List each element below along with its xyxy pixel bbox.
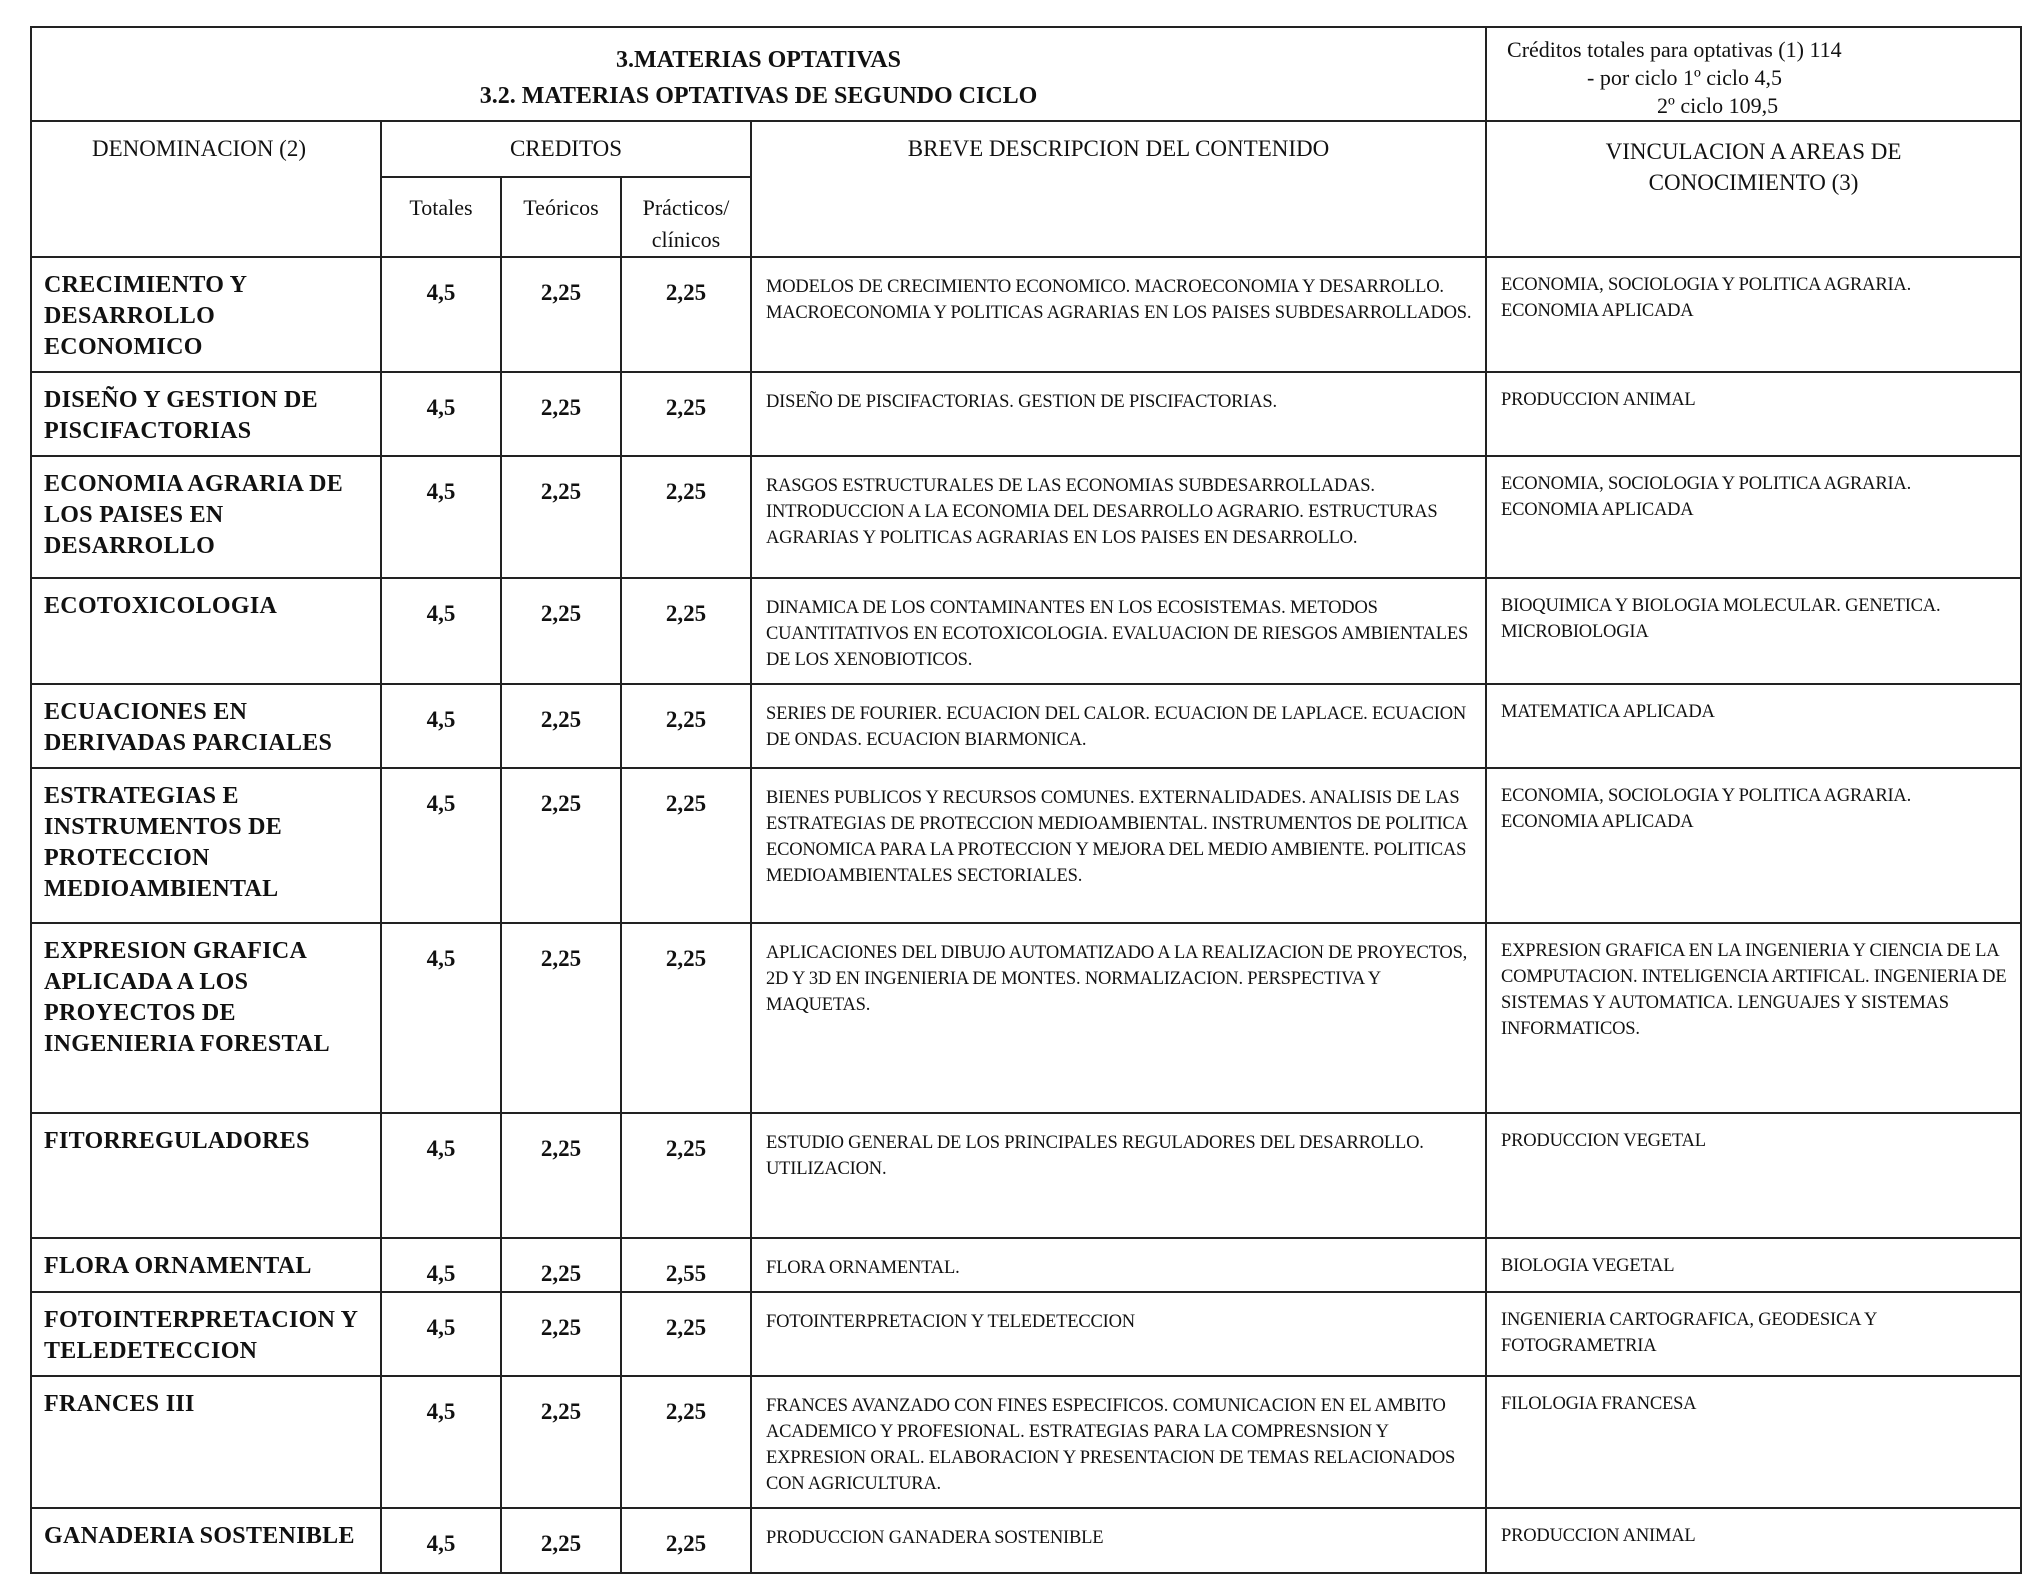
table-row (31, 257, 2021, 372)
document-subtitle: 3.2. MATERIAS OPTATIVAS DE SEGUNDO CICLO (479, 83, 1038, 109)
knowledge-area: PRODUCCION ANIMAL (1486, 1508, 2021, 1573)
credits-practicos: 2,25 (621, 1113, 751, 1238)
content-description: FOTOINTERPRETACION Y TELEDETECCION (751, 1292, 1486, 1376)
credits-totales: 4,5 (381, 684, 501, 768)
document-title: 3.MATERIAS OPTATIVAS (616, 47, 901, 73)
col-practicos: Prácticos/ clínicos (621, 177, 751, 257)
subject-name: ECOTOXICOLOGIA (31, 578, 381, 684)
credits-totales: 4,5 (381, 1292, 501, 1376)
column-header-row (31, 121, 2021, 177)
credits-teoricos: 2,25 (501, 1238, 621, 1292)
table-row (31, 1113, 2021, 1238)
credits-practicos: 2,25 (621, 372, 751, 456)
credits-totales: 4,5 (381, 1376, 501, 1508)
knowledge-area: ECONOMIA, SOCIOLOGIA Y POLITICA AGRARIA. ECONOMIA APLICADA (1486, 768, 2021, 923)
credits-practicos: 2,25 (621, 578, 751, 684)
knowledge-area: INGENIERIA CARTOGRAFICA, GEODESICA Y FOTOGRAMETRIA (1486, 1292, 2021, 1376)
content-description: FRANCES AVANZADO CON FINES ESPECIFICOS. COMUNICACION EN EL AMBITO ACADEMICO Y PROFESIONAL. ESTRATEGIAS PARA LA COMPRESNSION Y EXPRESION ORAL. ELABORACION Y PRESENTACION DE TEMAS RELACIONADOS CON AGRICULTURA. (751, 1376, 1486, 1508)
knowledge-area: ECONOMIA, SOCIOLOGIA Y POLITICA AGRARIA. ECONOMIA APLICADA (1486, 257, 2021, 372)
document-page (30, 26, 2020, 1574)
credits-practicos: 2,25 (621, 923, 751, 1113)
credits-practicos: 2,25 (621, 456, 751, 578)
credits-totales: 4,5 (381, 1508, 501, 1573)
credits-teoricos: 2,25 (501, 1292, 621, 1376)
table-row (31, 1292, 2021, 1376)
content-description: APLICACIONES DEL DIBUJO AUTOMATIZADO A LA REALIZACION DE PROYECTOS, 2D Y 3D EN INGENIERIA DE MONTES. NORMALIZACION. PERSPECTIVA Y MAQUETAS. (751, 923, 1486, 1113)
credits-teoricos: 2,25 (501, 257, 621, 372)
knowledge-area: BIOLOGIA VEGETAL (1486, 1238, 2021, 1292)
credits-practicos: 2,25 (621, 1292, 751, 1376)
credits-totales: 4,5 (381, 923, 501, 1113)
col-teoricos: Teóricos (501, 177, 621, 257)
table-row (31, 456, 2021, 578)
credits-totales: 4,5 (381, 578, 501, 684)
credits-practicos: 2,25 (621, 257, 751, 372)
knowledge-area: FILOLOGIA FRANCESA (1486, 1376, 2021, 1508)
subject-name: ESTRATEGIAS E INSTRUMENTOS DE PROTECCION MEDIOAMBIENTAL (31, 768, 381, 923)
subject-name: FLORA ORNAMENTAL (31, 1238, 381, 1292)
table-row (31, 768, 2021, 923)
credits-practicos: 2,55 (621, 1238, 751, 1292)
col-denominacion: DENOMINACION (2) (31, 121, 381, 257)
knowledge-area: BIOQUIMICA Y BIOLOGIA MOLECULAR. GENETICA. MICROBIOLOGIA (1486, 578, 2021, 684)
credits-teoricos: 2,25 (501, 768, 621, 923)
credits-practicos: 2,25 (621, 768, 751, 923)
optativas-table (30, 26, 2022, 1574)
col-creditos: CREDITOS (381, 121, 751, 177)
content-description: FLORA ORNAMENTAL. (751, 1238, 1486, 1292)
knowledge-area: MATEMATICA APLICADA (1486, 684, 2021, 768)
table-row (31, 684, 2021, 768)
credits-teoricos: 2,25 (501, 684, 621, 768)
subject-name: FOTOINTERPRETACION Y TELEDETECCION (31, 1292, 381, 1376)
col-descripcion: BREVE DESCRIPCION DEL CONTENIDO (751, 121, 1486, 257)
knowledge-area: ECONOMIA, SOCIOLOGIA Y POLITICA AGRARIA. ECONOMIA APLICADA (1486, 456, 2021, 578)
credits-practicos: 2,25 (621, 1508, 751, 1573)
credits-teoricos: 2,25 (501, 456, 621, 578)
col-vinculacion: VINCULACION A AREAS DE CONOCIMIENTO (3) (1486, 121, 2021, 257)
subject-name: ECUACIONES EN DERIVADAS PARCIALES (31, 684, 381, 768)
subject-name: FRANCES III (31, 1376, 381, 1508)
table-row (31, 578, 2021, 684)
table-row (31, 923, 2021, 1113)
credits-totales: 4,5 (381, 456, 501, 578)
content-description: PRODUCCION GANADERA SOSTENIBLE (751, 1508, 1486, 1573)
credits-teoricos: 2,25 (501, 1113, 621, 1238)
credits-teoricos: 2,25 (501, 1376, 621, 1508)
credits-summary (1486, 27, 2021, 121)
credits-practicos: 2,25 (621, 684, 751, 768)
content-description: ESTUDIO GENERAL DE LOS PRINCIPALES REGULADORES DEL DESARROLLO. UTILIZACION. (751, 1113, 1486, 1238)
content-description: BIENES PUBLICOS Y RECURSOS COMUNES. EXTERNALIDADES. ANALISIS DE LAS ESTRATEGIAS DE PROTECCION MEDIOAMBIENTAL. INSTRUMENTOS DE POLITICA ECONOMICA PARA LA PROTECCION Y MEJORA DEL MEDIO AMBIENTE. POLITICAS MEDIOAMBIENTALES SECTORIALES. (751, 768, 1486, 923)
credits-total: Créditos totales para optativas (1) 114 (1507, 37, 1842, 62)
credits-teoricos: 2,25 (501, 578, 621, 684)
subject-name: EXPRESION GRAFICA APLICADA A LOS PROYECTOS DE INGENIERIA FORESTAL (31, 923, 381, 1113)
col-totales: Totales (381, 177, 501, 257)
credits-totales: 4,5 (381, 257, 501, 372)
content-description: MODELOS DE CRECIMIENTO ECONOMICO. MACROECONOMIA Y DESARROLLO. MACROECONOMIA Y POLITICAS AGRARIAS EN LOS PAISES SUBDESARROLLADOS. (751, 257, 1486, 372)
credits-first-cycle: - por ciclo 1º ciclo 4,5 (1587, 65, 1783, 90)
content-description: DISEÑO DE PISCIFACTORIAS. GESTION DE PISCIFACTORIAS. (751, 372, 1486, 456)
knowledge-area: PRODUCCION ANIMAL (1486, 372, 2021, 456)
title-cell (31, 27, 1486, 121)
credits-totales: 4,5 (381, 1238, 501, 1292)
table-row (31, 1238, 2021, 1292)
content-description: RASGOS ESTRUCTURALES DE LAS ECONOMIAS SUBDESARROLLADAS. INTRODUCCION A LA ECONOMIA DEL DESARROLLO AGRARIO. ESTRUCTURAS AGRARIAS Y POLITICAS AGRARIAS EN LOS PAISES EN DESARROLLO. (751, 456, 1486, 578)
subject-name: DISEÑO Y GESTION DE PISCIFACTORIAS (31, 372, 381, 456)
credits-totales: 4,5 (381, 1113, 501, 1238)
credits-teoricos: 2,25 (501, 923, 621, 1113)
knowledge-area: PRODUCCION VEGETAL (1486, 1113, 2021, 1238)
table-row (31, 1376, 2021, 1508)
subject-name: ECONOMIA AGRARIA DE LOS PAISES EN DESARROLLO (31, 456, 381, 578)
table-row (31, 372, 2021, 456)
credits-totales: 4,5 (381, 768, 501, 923)
title-row (31, 27, 2021, 121)
credits-practicos: 2,25 (621, 1376, 751, 1508)
credits-totales: 4,5 (381, 372, 501, 456)
content-description: DINAMICA DE LOS CONTAMINANTES EN LOS ECOSISTEMAS. METODOS CUANTITATIVOS EN ECOTOXICOLOGIA. EVALUACION DE RIESGOS AMBIENTALES DE LOS XENOBIOTICOS. (751, 578, 1486, 684)
subject-name: GANADERIA SOSTENIBLE (31, 1508, 381, 1573)
credits-second-cycle: 2º ciclo 109,5 (1657, 93, 1779, 118)
credits-teoricos: 2,25 (501, 1508, 621, 1573)
content-description: SERIES DE FOURIER. ECUACION DEL CALOR. ECUACION DE LAPLACE. ECUACION DE ONDAS. ECUACION BIARMONICA. (751, 684, 1486, 768)
subject-name: CRECIMIENTO Y DESARROLLO ECONOMICO (31, 257, 381, 372)
credits-teoricos: 2,25 (501, 372, 621, 456)
subject-name: FITORREGULADORES (31, 1113, 381, 1238)
table-row (31, 1508, 2021, 1573)
knowledge-area: EXPRESION GRAFICA EN LA INGENIERIA Y CIENCIA DE LA COMPUTACION. INTELIGENCIA ARTIFICAL. INGENIERIA DE SISTEMAS Y AUTOMATICA. LENGUAJES Y SISTEMAS INFORMATICOS. (1486, 923, 2021, 1113)
